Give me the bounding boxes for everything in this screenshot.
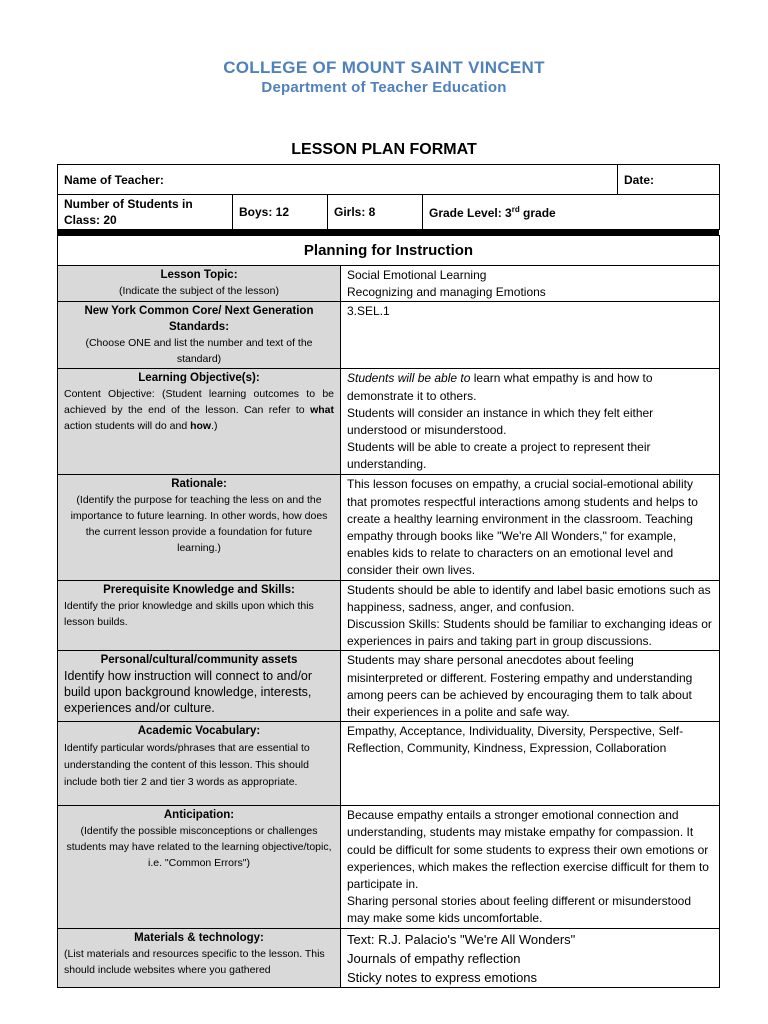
grade-level-prefix: Grade Level: 3	[429, 205, 512, 220]
date-label: Date:	[624, 172, 655, 187]
standards-line: 3.SEL.1	[347, 304, 390, 319]
table-row	[58, 722, 720, 806]
rationale-line: This lesson focuses on empathy, a crucial social-emotional ability that promotes respectful interactions among students and helps to create a healthy learning environment in the classroom. Teaching empathy through books like "We're All Wonders," for example, enables kids to relate to characters on an emotional level and consider their own lives.	[347, 477, 698, 578]
table-row	[58, 928, 720, 987]
anticipation-line: Because empathy entails a stronger emotional connection and understanding, students may mistake empathy for compassion. It could be difficult for some students to express their own emotions or experiences, which makes the reflection exercise difficult for them to participate in.	[347, 808, 709, 892]
anticipation-label-cell	[58, 806, 341, 928]
standards-desc: (Choose ONE and list the number and text of the standard)	[85, 337, 313, 366]
department-name: Department of Teacher Education	[261, 79, 507, 96]
lesson-topic-line: Social Emotional Learning	[347, 268, 487, 282]
assets-label-cell	[58, 651, 341, 722]
objective-line	[347, 370, 713, 404]
lesson-topic-label-cell	[58, 266, 341, 302]
anticipation-title: Anticipation:	[163, 809, 235, 822]
objective-desc-how: how	[190, 420, 212, 433]
vocabulary-title: Academic Vocabulary:	[137, 725, 261, 738]
assets-line: Students may share personal anecdotes about feeling misinterpreted or different. Fostering empathy and understanding among peers can be achieved by encouraging them to talk about their experiences in a polite and safe way.	[347, 653, 693, 720]
table-row	[58, 302, 720, 369]
lesson-topic-title: Lesson Topic:	[160, 269, 238, 281]
table-row	[58, 475, 720, 580]
boys-cell	[233, 195, 328, 230]
table-row	[58, 369, 720, 475]
standards-label-cell	[58, 302, 341, 369]
assets-title: Personal/cultural/community assets	[100, 654, 298, 667]
assets-content[interactable]	[341, 651, 720, 722]
students-count-cell	[58, 195, 233, 230]
objective-line: Students will consider an instance in which they felt either understood or misunderstood.	[347, 405, 654, 438]
rationale-label-cell	[58, 475, 341, 580]
rationale-title: Rationale:	[171, 478, 227, 491]
objective-first-text: learn what empathy is and how to demonstrate it to others.	[347, 371, 653, 403]
assets-desc: Identify how instruction will connect to and/or build upon background knowledge, interests, experiences and/or culture.	[64, 669, 313, 716]
prerequisite-desc: Identify the prior knowledge and skills upon which this lesson builds.	[64, 599, 314, 628]
vocabulary-line: Empathy, Acceptance, Individuality, Diversity, Perspective, Self-Reflection, Community, Kindness, Expression, Collaboration	[347, 724, 684, 756]
document-title: LESSON PLAN FORMAT	[291, 141, 477, 158]
date-field[interactable]	[618, 165, 720, 195]
objective-italic-lead: Students will be able to	[347, 371, 471, 386]
lesson-topic-content[interactable]	[341, 266, 720, 302]
materials-line: Sticky notes to express emotions	[347, 969, 538, 985]
anticipation-line: Sharing personal stories about feeling different or misunderstood may make some kids uncomfortable.	[347, 894, 691, 926]
boys-label: Boys: 12	[239, 205, 290, 219]
prerequisite-line: Students should be able to identify and label basic emotions such as happiness, sadness, anger, and confusion.	[347, 582, 711, 614]
lesson-topic-line: Recognizing and managing Emotions	[347, 285, 546, 300]
planning-section-title: Planning for Instruction	[58, 236, 720, 266]
objective-desc-part: .)	[211, 420, 218, 433]
grade-level-suffix: grade	[519, 205, 556, 220]
materials-label-cell	[58, 928, 341, 987]
materials-line: Text: R.J. Palacio's "We're All Wonders"	[347, 931, 576, 947]
teacher-name-label: Name of Teacher:	[64, 172, 164, 187]
grade-level-cell	[423, 195, 720, 230]
anticipation-content[interactable]	[341, 806, 720, 928]
objective-desc-part: Content Objective: (Student learning outcomes to be achieved by the end of the lesson. Can refer to	[64, 388, 334, 417]
table-row	[58, 580, 720, 651]
rationale-desc: (Identify the purpose for teaching the less on and the importance to future learning. In other words, how does the current lesson provide a foundation for future learning.)	[70, 494, 328, 555]
girls-label: Girls: 8	[334, 205, 376, 219]
vocabulary-label-cell	[58, 722, 341, 806]
planning-table	[57, 235, 720, 988]
prerequisite-title: Prerequisite Knowledge and Skills:	[103, 583, 295, 596]
objective-desc	[64, 386, 334, 434]
anticipation-desc: (Identify the possible misconceptions or challenges students may have related to the learning objective/topic, i.e. "Common Errors")	[66, 825, 332, 870]
standards-content[interactable]	[341, 302, 720, 369]
objective-desc-what: what	[310, 404, 334, 417]
objective-line: Students will be able to create a project to represent their understanding.	[347, 440, 651, 472]
objective-desc-part: action students will do and	[64, 420, 191, 433]
teacher-info-table	[57, 164, 720, 230]
rationale-content[interactable]	[341, 475, 720, 580]
materials-content[interactable]	[341, 928, 720, 987]
prerequisite-content[interactable]	[341, 580, 720, 651]
table-row	[58, 266, 720, 302]
table-row	[58, 651, 720, 722]
objective-label-cell	[58, 369, 341, 475]
materials-desc: (List materials and resources specific to the lesson. This should include websites where you gathered	[64, 947, 325, 976]
prerequisite-line: Discussion Skills: Students should be familiar to exchanging ideas or experiences in pairs and taking part in group discussions.	[347, 617, 712, 649]
students-count-label: Number of Students in Class: 20	[64, 197, 193, 227]
table-row	[58, 806, 720, 928]
college-name: COLLEGE OF MOUNT SAINT VINCENT	[223, 58, 545, 77]
grade-level-sup: rd	[511, 204, 520, 214]
girls-cell	[328, 195, 423, 230]
standards-title: New York Common Core/ Next Generation Standards:	[84, 305, 314, 334]
teacher-name-field[interactable]	[58, 165, 618, 195]
vocabulary-content[interactable]	[341, 722, 720, 806]
prerequisite-label-cell	[58, 580, 341, 651]
vocabulary-desc: Identify particular words/phrases that are essential to understanding the content of this lesson. This should include both tier 2 and tier 3 words as appropriate.	[64, 742, 310, 789]
materials-title: Materials & technology:	[134, 931, 264, 944]
objective-title: Learning Objective(s):	[138, 372, 260, 385]
materials-line: Journals of empathy reflection	[347, 950, 521, 966]
objective-content[interactable]	[341, 369, 720, 475]
lesson-topic-desc: (Indicate the subject of the lesson)	[119, 285, 279, 297]
